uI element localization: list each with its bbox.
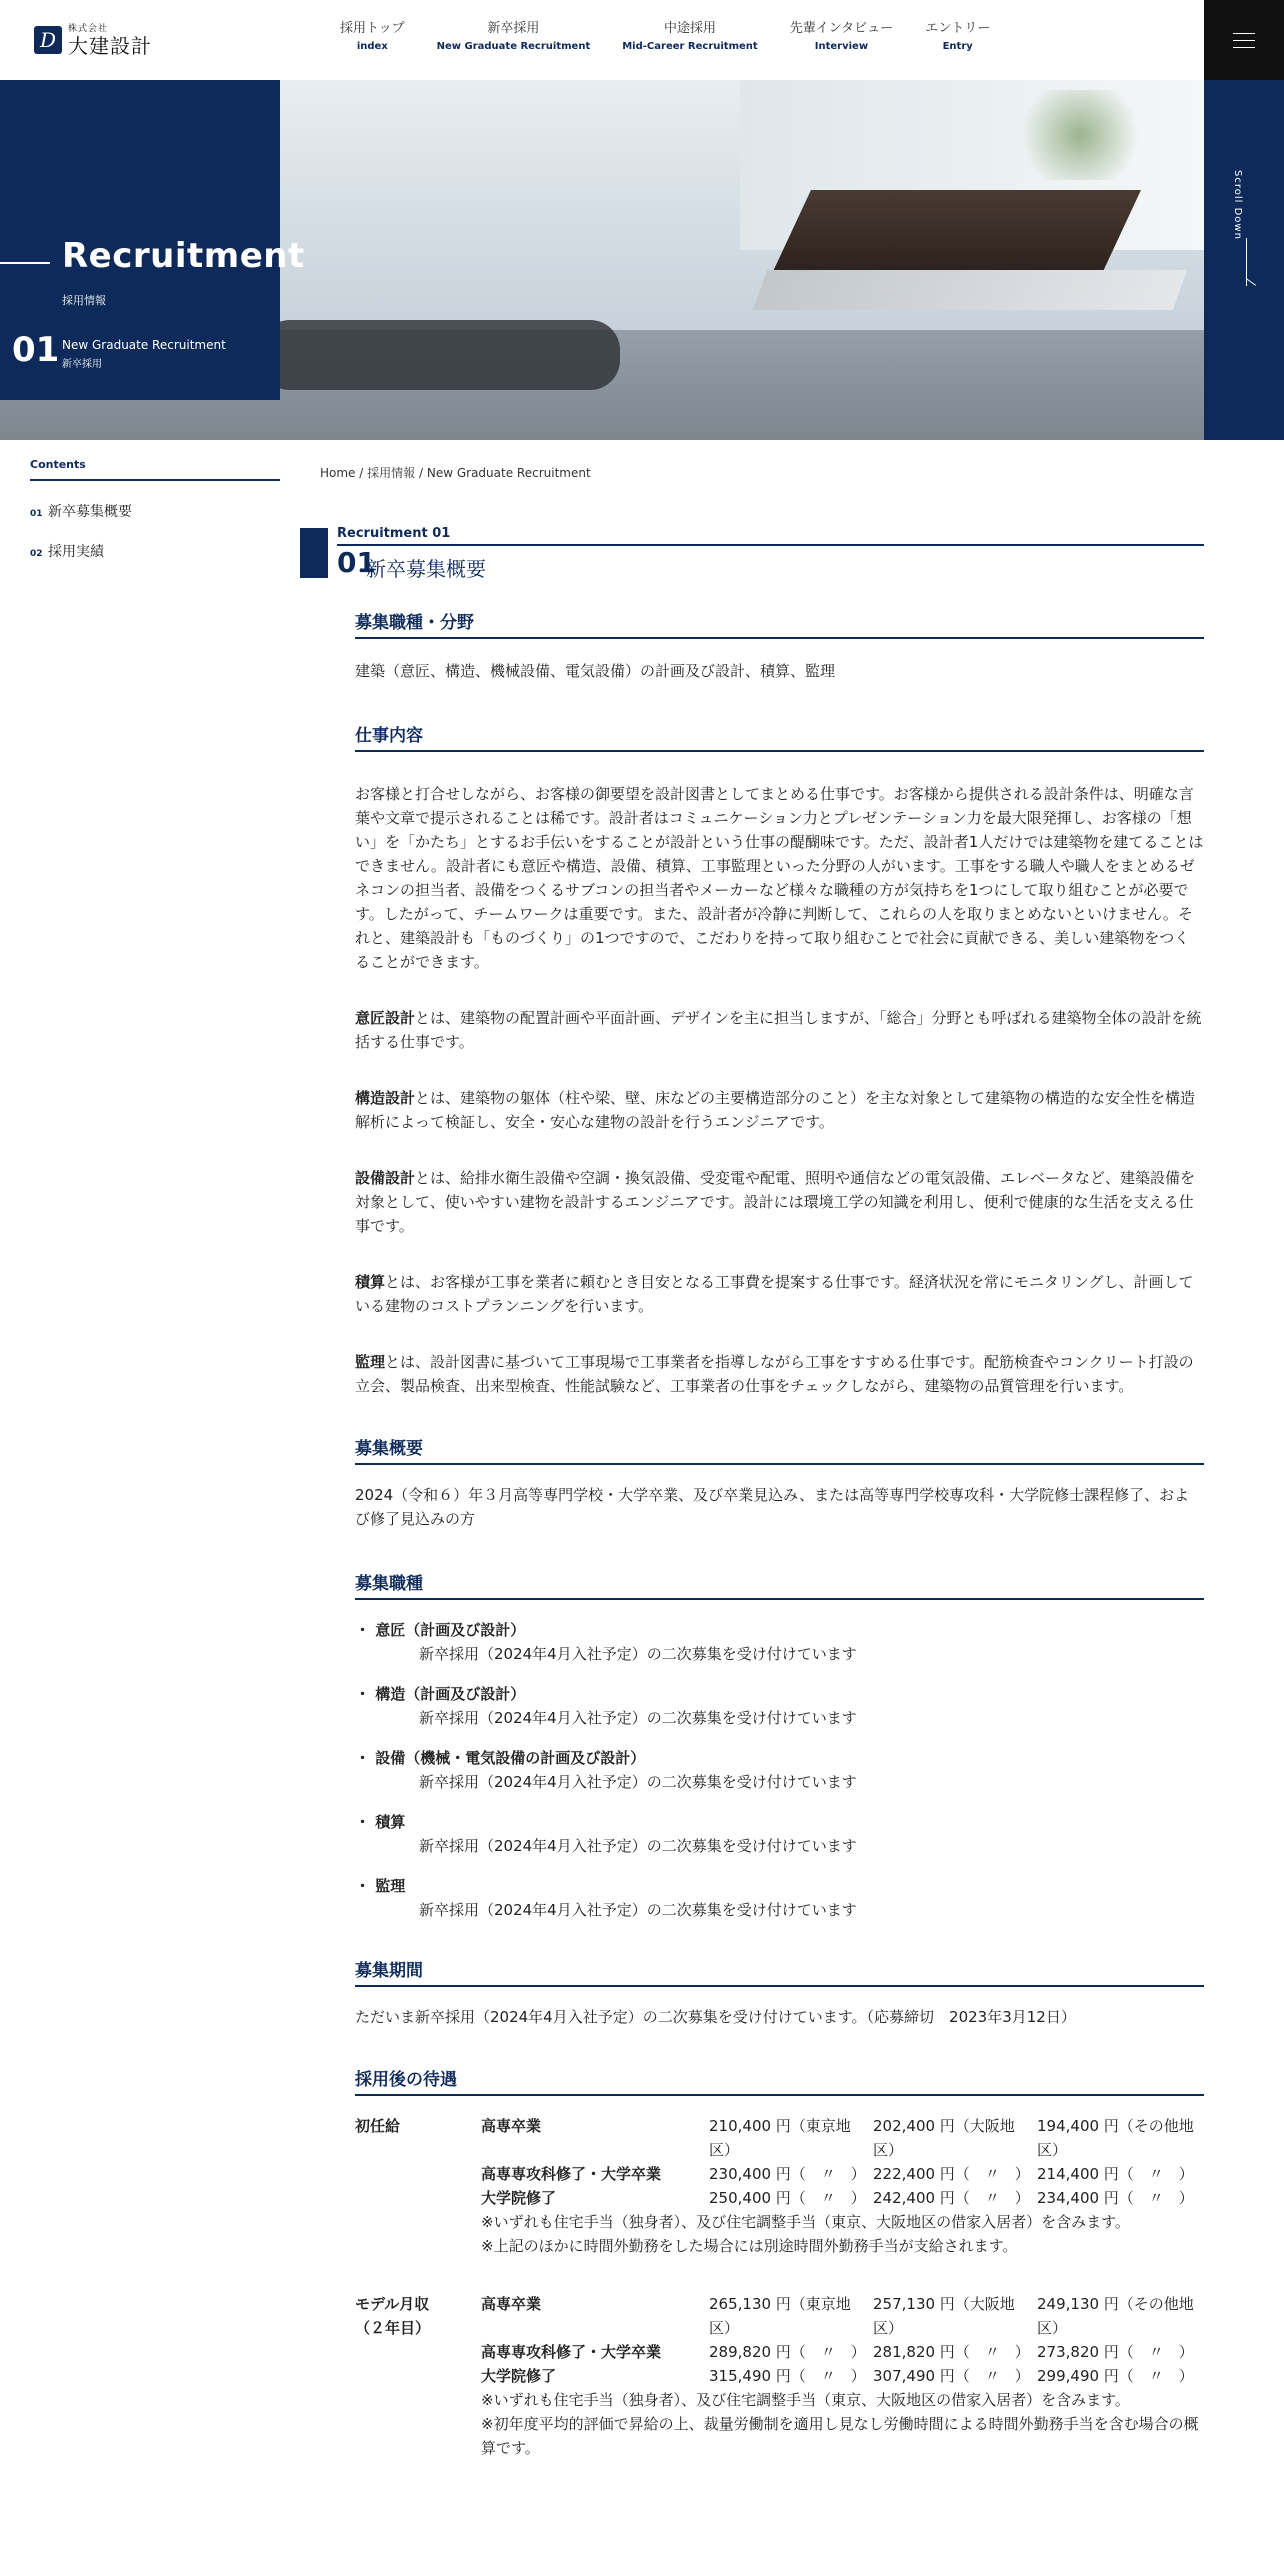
hero-plant [1010, 90, 1150, 180]
field-heading: 募集職種・分野 [355, 608, 1204, 639]
hero-title-line [0, 262, 50, 264]
contents-sidebar [30, 458, 280, 561]
work-heading: 仕事内容 [355, 721, 1204, 752]
global-nav [340, 20, 1022, 56]
hero-chair [260, 320, 620, 390]
job-item [355, 1618, 1204, 1666]
logo-text [68, 25, 152, 56]
table-row [355, 2364, 1204, 2388]
breadcrumb-current: New Graduate Recruitment [426, 466, 591, 480]
model-other: 249,130 円（その他地区） [1037, 2295, 1194, 2337]
salary-tokyo: 210,400 円（東京地区） [709, 2117, 851, 2159]
salary-note: ※いずれも住宅手当（独身者）、及び住宅調整手当（東京、大阪地区の借家入居者）を含みます。 [481, 2213, 1130, 2231]
salary-osaka: 202,400 円（大阪地区） [873, 2117, 1015, 2159]
nav-label-jp: エントリー [925, 21, 991, 36]
hamburger-menu-icon[interactable] [1204, 0, 1284, 80]
job-item [355, 1682, 1204, 1730]
logo[interactable] [34, 22, 174, 58]
model-kind: 高専専攻科修了・大学卒業 [481, 2343, 662, 2361]
model-label-2: （２年目） [355, 2319, 431, 2337]
hero-number: 01 [12, 330, 60, 370]
salary-kind: 高専卒業 [481, 2117, 542, 2135]
role-term: 意匠設計 [355, 1009, 416, 1027]
salary-note: ※上記のほかに時間外勤務をした場合には別途時間外勤務手当が支給されます。 [481, 2237, 1018, 2255]
job-title: ・ 設備（機械・電気設備の計画及び設計） [355, 1749, 646, 1767]
salary-label: 初任給 [355, 2117, 401, 2135]
salary-other: 194,400 円（その他地区） [1037, 2117, 1194, 2159]
model-osaka: 307,490 円（ 〃 ） [873, 2367, 1030, 2385]
job-title: ・ 監理 [355, 1877, 406, 1895]
model-tokyo: 315,490 円（ 〃 ） [709, 2367, 866, 2385]
sidebar-item-label: 採用実績 [48, 544, 104, 560]
job-desc: 新卒採用（2024年4月入社予定）の二次募集を受け付けています [419, 1645, 857, 1663]
breadcrumb-home[interactable]: Home [320, 466, 356, 480]
nav-label-en: New Graduate Recruitment [436, 41, 591, 52]
period-text: ただいま新卒採用（2024年4月入社予定）の二次募集を受け付けています。（応募締切 2023年3月12日） [355, 2008, 1076, 2026]
menu-line [1233, 33, 1255, 34]
model-tokyo: 289,820 円（ 〃 ） [709, 2343, 866, 2361]
hero-title: Recruitment [62, 236, 305, 276]
salary-table [355, 2114, 1204, 2258]
table-row [355, 2234, 1204, 2258]
nav-label-en: Mid-Career Recruitment [622, 41, 758, 52]
role-ishou [355, 1006, 1204, 1054]
salary-kind: 高専専攻科修了・大学卒業 [481, 2165, 662, 2183]
nav-label-jp: 中途採用 [663, 21, 716, 36]
logo-small-text: 株式会社 [68, 23, 109, 34]
role-term: 構造設計 [355, 1089, 416, 1107]
sidebar-item-results[interactable] [30, 541, 280, 561]
table-row [355, 2186, 1204, 2210]
sidebar-item-num: 02 [30, 549, 43, 559]
nav-label-jp: 採用トップ [340, 21, 405, 36]
nav-label-jp: 新卒採用 [487, 21, 540, 36]
sidebar-item-num: 01 [30, 509, 43, 519]
nav-label-en: Entry [942, 41, 973, 52]
section-number: 01 [337, 546, 376, 579]
scroll-down-bar[interactable] [1204, 80, 1284, 440]
main-content [355, 608, 1204, 2460]
model-osaka: 281,820 円（ 〃 ） [873, 2343, 1030, 2361]
role-text: とは、建築物の躯体（柱や梁、壁、床などの主要構造部分のこと）を主な対象として建築物の構造的な安全性を構造解析によって検証し、安全・安心な建物の設計を行うエンジニアです。 [355, 1089, 1196, 1131]
model-other: 299,490 円（ 〃 ） [1037, 2367, 1194, 2385]
overview-text: 2024（令和６）年３月高等専門学校・大学卒業、及び卒業見込み、または高等専門学校専攻科・大学院修士課程修了、および修了見込みの方 [355, 1486, 1190, 1528]
nav-item-index[interactable] [340, 20, 405, 56]
role-term: 設備設計 [355, 1169, 416, 1187]
role-text: とは、お客様が工事を業者に頼むとき目安となる工事費を提案する仕事です。経済状況を常にモニタリングし、計画している建物のコストプランニングを行います。 [355, 1273, 1194, 1315]
section-divider [337, 544, 1204, 546]
model-label [355, 2292, 481, 2340]
job-item [355, 1874, 1204, 1922]
table-row [355, 2162, 1204, 2186]
role-sekisan [355, 1270, 1204, 1318]
job-desc: 新卒採用（2024年4月入社予定）の二次募集を受け付けています [419, 1901, 857, 1919]
job-desc: 新卒採用（2024年4月入社予定）の二次募集を受け付けています [419, 1773, 857, 1791]
model-other: 273,820 円（ 〃 ） [1037, 2343, 1194, 2361]
model-kind: 大学院修了 [481, 2367, 557, 2385]
overview-heading: 募集概要 [355, 1434, 1204, 1465]
sidebar-title: Contents [30, 458, 280, 481]
section-marker [300, 528, 328, 578]
breadcrumb [320, 464, 591, 481]
section-title: 新卒募集概要 [366, 557, 486, 581]
nav-item-interview[interactable] [790, 20, 893, 56]
field-text: 建築（意匠、構造、機械設備、電気設備）の計画及び設計、積算、監理 [355, 662, 836, 680]
job-title: ・ 積算 [355, 1813, 406, 1831]
sidebar-item-label: 新卒募集概要 [48, 504, 132, 520]
model-label-1: モデル月収 [355, 2295, 430, 2313]
salary-kind: 大学院修了 [481, 2189, 557, 2207]
sidebar-item-overview[interactable] [30, 501, 280, 521]
role-text: とは、設計図書に基づいて工事現場で工事業者を指導しながら工事をすすめる仕事です。配筋検査やコンクリート打設の立会、製品検査、出来型検査、性能試験など、工事業者の仕事をチェックしながら、建築物の品質管理を行います。 [355, 1353, 1194, 1395]
scroll-down-text[interactable]: Scroll Down [1232, 170, 1243, 240]
job-desc: 新卒採用（2024年4月入社予定）の二次募集を受け付けています [419, 1709, 857, 1727]
hero-subtitle: 採用情報 [62, 294, 106, 307]
period-heading: 募集期間 [355, 1956, 1204, 1987]
table-row [355, 2292, 1204, 2340]
role-setsubi [355, 1166, 1204, 1238]
menu-line [1233, 47, 1255, 48]
nav-item-mid-career[interactable] [622, 20, 757, 56]
hero-page-jp: 新卒採用 [62, 359, 102, 370]
table-row [355, 2114, 1204, 2162]
site-header [0, 0, 1284, 80]
hero-laptop-base [753, 270, 1188, 310]
role-term: 積算 [355, 1273, 386, 1291]
nav-label-en: index [356, 41, 388, 52]
model-salary-table [355, 2292, 1204, 2460]
section-en-label: Recruitment 01 [337, 526, 451, 541]
salary-osaka: 242,400 円（ 〃 ） [873, 2189, 1030, 2207]
salary-tokyo: 230,400 円（ 〃 ） [709, 2165, 866, 2183]
salary-other: 214,400 円（ 〃 ） [1037, 2165, 1194, 2183]
salary-other: 234,400 円（ 〃 ） [1037, 2189, 1194, 2207]
nav-label-jp: 先輩インタビュー [789, 21, 894, 36]
table-row [355, 2340, 1204, 2364]
role-text: とは、給排水衛生設備や空調・換気設備、受変電や配電、照明や通信などの電気設備、エレベータなど、建築設備を対象として、使いやすい建物を設計するエンジニアです。設計には環境工学の知識を利用し、便利で健康的な生活を支える仕事です。 [355, 1169, 1196, 1235]
menu-line [1233, 40, 1255, 41]
nav-item-entry[interactable] [925, 20, 990, 56]
work-intro: お客様と打合せしながら、お客様の御要望を設計図書としてまとめる仕事です。お客様から提供される設計条件は、明確な言葉や文章で提示されることは稀です。設計者はコミュニケーション力とプレゼンテーション力を最大限発揮し、お客様の「想い」を「かたち」とするお手伝いをすることが設計という仕事の醍醐味です。ただ、設計者1人だけでは建築物を建てることはできません。設計者にも意匠や構造、設備、積算、工事監理といった分野の人がいます。工事をする職人や職人をまとめるゼネコンの担当者、設備をつくるサブコンの担当者やメーカーなど様々な職種の方が気持ちを1つにして取り組むことが必要です。したがって、チームワークは重要です。また、設計者が冷静に判断して、これらの人を取りまとめないといけません。それと、建築設計も「ものづくり」の1つですので、こだわりを持って取り組むことで社会に貢献できる、美しい建築物をつくることができます。 [355, 785, 1204, 971]
role-term: 監理 [355, 1353, 386, 1371]
model-note: ※初年度平均的評価で昇給の上、裁量労働制を適用し見なし労働時間による時間外勤務手当を含む場合の概算です。 [481, 2415, 1199, 2457]
table-row [355, 2388, 1204, 2412]
breadcrumb-sep: / [418, 466, 424, 480]
logo-company-name: 大建設計 [68, 33, 152, 58]
hero-laptop-screen [769, 190, 1141, 280]
nav-label-en: Interview [814, 41, 869, 52]
salary-osaka: 222,400 円（ 〃 ） [873, 2165, 1030, 2183]
job-desc: 新卒採用（2024年4月入社予定）の二次募集を受け付けています [419, 1837, 857, 1855]
model-tokyo: 265,130 円（東京地区） [709, 2295, 851, 2337]
table-row [355, 2210, 1204, 2234]
job-title: ・ 意匠（計画及び設計） [355, 1621, 526, 1639]
hero-page-en: New Graduate Recruitment [62, 338, 226, 352]
jobs-heading: 募集職種 [355, 1569, 1204, 1600]
treatment-heading: 採用後の待遇 [355, 2065, 1204, 2096]
job-title: ・ 構造（計画及び設計） [355, 1685, 526, 1703]
role-kanri [355, 1350, 1204, 1398]
table-row [355, 2412, 1204, 2460]
breadcrumb-parent[interactable]: 採用情報 [367, 466, 416, 480]
salary-tokyo: 250,400 円（ 〃 ） [709, 2189, 866, 2207]
jobs-list [355, 1618, 1204, 1922]
model-kind: 高専卒業 [481, 2295, 542, 2313]
breadcrumb-sep: / [359, 466, 364, 480]
logo-mark-icon: D [34, 26, 62, 54]
model-note: ※いずれも住宅手当（独身者）、及び住宅調整手当（東京、大阪地区の借家入居者）を含みます。 [481, 2391, 1130, 2409]
nav-item-new-graduate[interactable] [437, 20, 591, 56]
role-text: とは、建築物の配置計画や平面計画、デザインを主に担当しますが、「総合」分野とも呼ばれる建築物全体の設計を統括する仕事です。 [355, 1009, 1202, 1051]
job-item [355, 1810, 1204, 1858]
job-item [355, 1746, 1204, 1794]
model-osaka: 257,130 円（大阪地区） [873, 2295, 1015, 2337]
role-kouzou [355, 1086, 1204, 1134]
